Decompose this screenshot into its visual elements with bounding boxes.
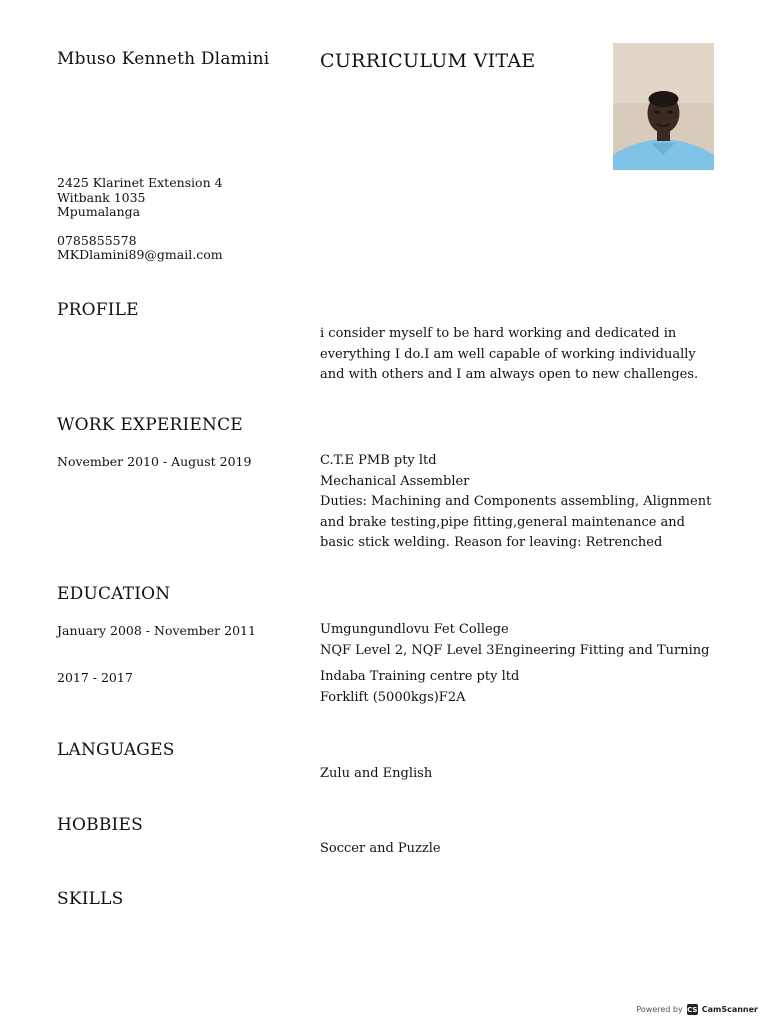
- languages-heading: LANGUAGES: [57, 740, 175, 760]
- hobbies-heading: HOBBIES: [57, 815, 143, 835]
- email-address: MKDlamini89@gmail.com: [57, 247, 223, 262]
- work-entry: [320, 451, 720, 554]
- camscanner-brand: CamScanner: [701, 1005, 758, 1014]
- work-duties: Duties: Machining and Components assembling, Alignment and brake testing,pipe fitting,general maintenance and basic stick welding. Reason for leaving: Retrenched: [320, 494, 712, 550]
- education-dates-1: January 2008 - November 2011: [57, 623, 256, 638]
- education-heading: EDUCATION: [57, 584, 171, 604]
- hobbies-text: Soccer and Puzzle: [320, 841, 441, 856]
- person-photo-icon: [613, 43, 714, 170]
- candidate-name: Mbuso Kenneth Dlamini: [57, 49, 270, 69]
- address-line-2: Witbank 1035: [57, 189, 146, 205]
- education-dates-2: 2017 - 2017: [57, 670, 133, 685]
- education-institution-2: Indaba Training centre pty ltd: [320, 669, 520, 684]
- address-line-3: Mpumalanga: [57, 204, 141, 219]
- powered-by-label: Powered by: [636, 1005, 683, 1014]
- document-title: CURRICULUM VITAE: [320, 50, 536, 72]
- education-qualification-2: Forklift (5000kgs)F2A: [320, 689, 466, 705]
- work-role: Mechanical Assembler: [320, 473, 470, 489]
- languages-text: Zulu and English: [320, 766, 433, 781]
- education-entry-2: [320, 667, 720, 708]
- camscanner-logo-icon: CS: [687, 1005, 698, 1014]
- work-dates: November 2010 - August 2019: [57, 454, 252, 469]
- camscanner-watermark: [636, 1004, 758, 1015]
- phone-number: 0785855578: [57, 232, 137, 248]
- skills-heading: SKILLS: [57, 889, 124, 909]
- profile-photo: [613, 43, 714, 170]
- education-entry-1: [320, 620, 720, 661]
- contact-block: [57, 176, 223, 263]
- profile-heading: PROFILE: [57, 300, 139, 320]
- work-experience-heading: WORK EXPERIENCE: [57, 415, 243, 435]
- profile-text: i consider myself to be hard working and dedicated in everything I do.I am well capable of working individually and with others and I am always open to new challenges.: [320, 326, 699, 382]
- work-company: C.T.E PMB pty ltd: [320, 453, 437, 468]
- education-institution-1: Umgungundlovu Fet College: [320, 622, 509, 637]
- address-line-1: 2425 Klarinet Extension 4: [57, 175, 223, 190]
- education-qualification-1: NQF Level 2, NQF Level 3Engineering Fitting and Turning: [320, 642, 710, 658]
